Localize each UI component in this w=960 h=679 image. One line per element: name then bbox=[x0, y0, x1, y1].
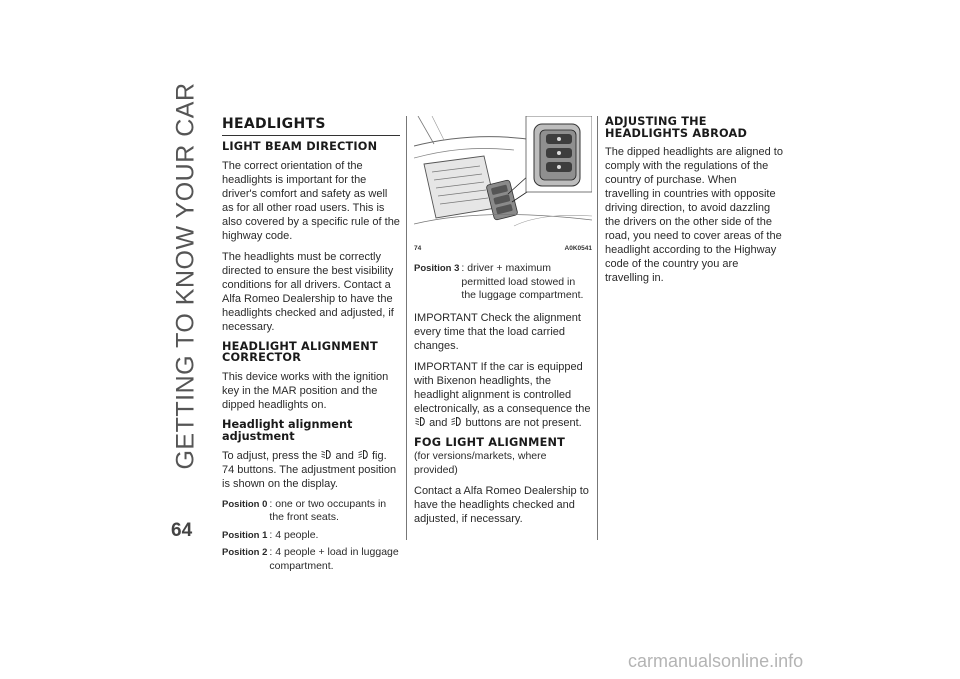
heading-alignment-corrector: HEADLIGHT ALIGNMENT CORRECTOR bbox=[222, 339, 378, 364]
column-divider-left bbox=[406, 116, 407, 540]
figure-number: 74 bbox=[414, 245, 422, 252]
position-3-label: Position 3 bbox=[414, 263, 460, 274]
heading-adjusting-abroad: ADJUSTING THE HEADLIGHTS ABROAD bbox=[605, 115, 748, 140]
position-0-text: : one or two occupants in the front seats. bbox=[269, 497, 387, 523]
adjust-text-post: fig. 74 buttons. The adjustment position is shown on the display. bbox=[222, 449, 397, 490]
important-bixenon-pre: IMPORTANT If the car is equipped with Bixenon headlights, the headlight alignment is controlled electronically, as a consequence the bbox=[414, 360, 591, 415]
adjust-text-pre: To adjust, press the bbox=[222, 449, 318, 462]
heading-alignment-adjustment: Headlight alignment adjustment bbox=[222, 417, 353, 443]
watermark: carmanualsonline.info bbox=[628, 651, 804, 671]
headlight-up-icon bbox=[321, 449, 331, 460]
side-section-title bbox=[166, 82, 206, 470]
headlight-down-icon bbox=[358, 449, 368, 460]
adjust-paragraph bbox=[222, 449, 400, 491]
figure-code: A0K0541 bbox=[564, 245, 592, 252]
position-1-text: : 4 people. bbox=[269, 528, 319, 541]
position-1-row bbox=[222, 529, 400, 543]
heading-fog-light-alignment: FOG LIGHT ALIGNMENT bbox=[414, 435, 566, 449]
beam-paragraph-1: The correct orientation of the headlights is important for the driver's comfort and safety as well as for all other road users. This is also covered by a specific rule of the highway code. bbox=[222, 159, 400, 242]
corrector-paragraph: This device works with the ignition key in the MAR position and the dipped headlights on. bbox=[222, 370, 389, 411]
page-number: 64 bbox=[171, 520, 193, 541]
important-check-alignment: IMPORTANT Check the alignment every time that the load carried changes. bbox=[414, 311, 581, 352]
position-1-label: Position 1 bbox=[222, 529, 268, 541]
fog-paragraph: Contact a Alfa Romeo Dealership to have the headlights checked and adjusted, if necessary. bbox=[414, 485, 589, 525]
column-2 bbox=[414, 116, 592, 533]
adjust-text-and: and bbox=[335, 449, 354, 462]
column-divider-right bbox=[597, 116, 598, 540]
fog-availability-note: (for versions/markets, where provided) bbox=[414, 450, 547, 476]
position-2-label: Position 2 bbox=[222, 547, 268, 558]
headlight-down-icon bbox=[451, 416, 461, 427]
position-3-row bbox=[414, 262, 592, 303]
important-bixenon bbox=[414, 360, 592, 430]
position-0-label: Position 0 bbox=[222, 498, 268, 510]
headlight-up-icon bbox=[415, 416, 425, 427]
abroad-paragraph: The dipped headlights are aligned to comply with the regulations of the country of purchase. When travelling in countries with opposite driving direction, to avoid dazzling the drivers on the other side of the road, you need to cover areas of the headlight according to the Highway code of the country you are travelling in. bbox=[605, 146, 783, 284]
beam-paragraph-2: The headlights must be correctly directed to ensure the best visibility conditions for all drivers. Contact a Alfa Romeo Dealership to have the headlights checked and adjusted, if necessary. bbox=[222, 250, 394, 333]
position-2-text: : 4 people + load in luggage compartment. bbox=[269, 546, 399, 572]
position-3-text: : driver + maximum permitted load stowed in the luggage compartment. bbox=[461, 262, 584, 301]
position-2-row bbox=[222, 546, 400, 573]
figure-caption bbox=[414, 242, 592, 256]
column-1 bbox=[222, 116, 400, 577]
heading-headlights: HEADLIGHTS bbox=[222, 116, 400, 136]
side-section-title-text: GETTING TO KNOW YOUR CAR bbox=[171, 82, 200, 470]
heading-light-beam-direction: LIGHT BEAM DIRECTION bbox=[222, 140, 378, 153]
dashboard-control-illustration bbox=[414, 116, 592, 240]
important-bixenon-post: buttons are not present. bbox=[465, 416, 582, 429]
important-bixenon-and: and bbox=[429, 416, 448, 429]
figure-74-illustration bbox=[414, 116, 592, 240]
column-3 bbox=[605, 116, 783, 292]
position-0-row bbox=[222, 498, 400, 525]
